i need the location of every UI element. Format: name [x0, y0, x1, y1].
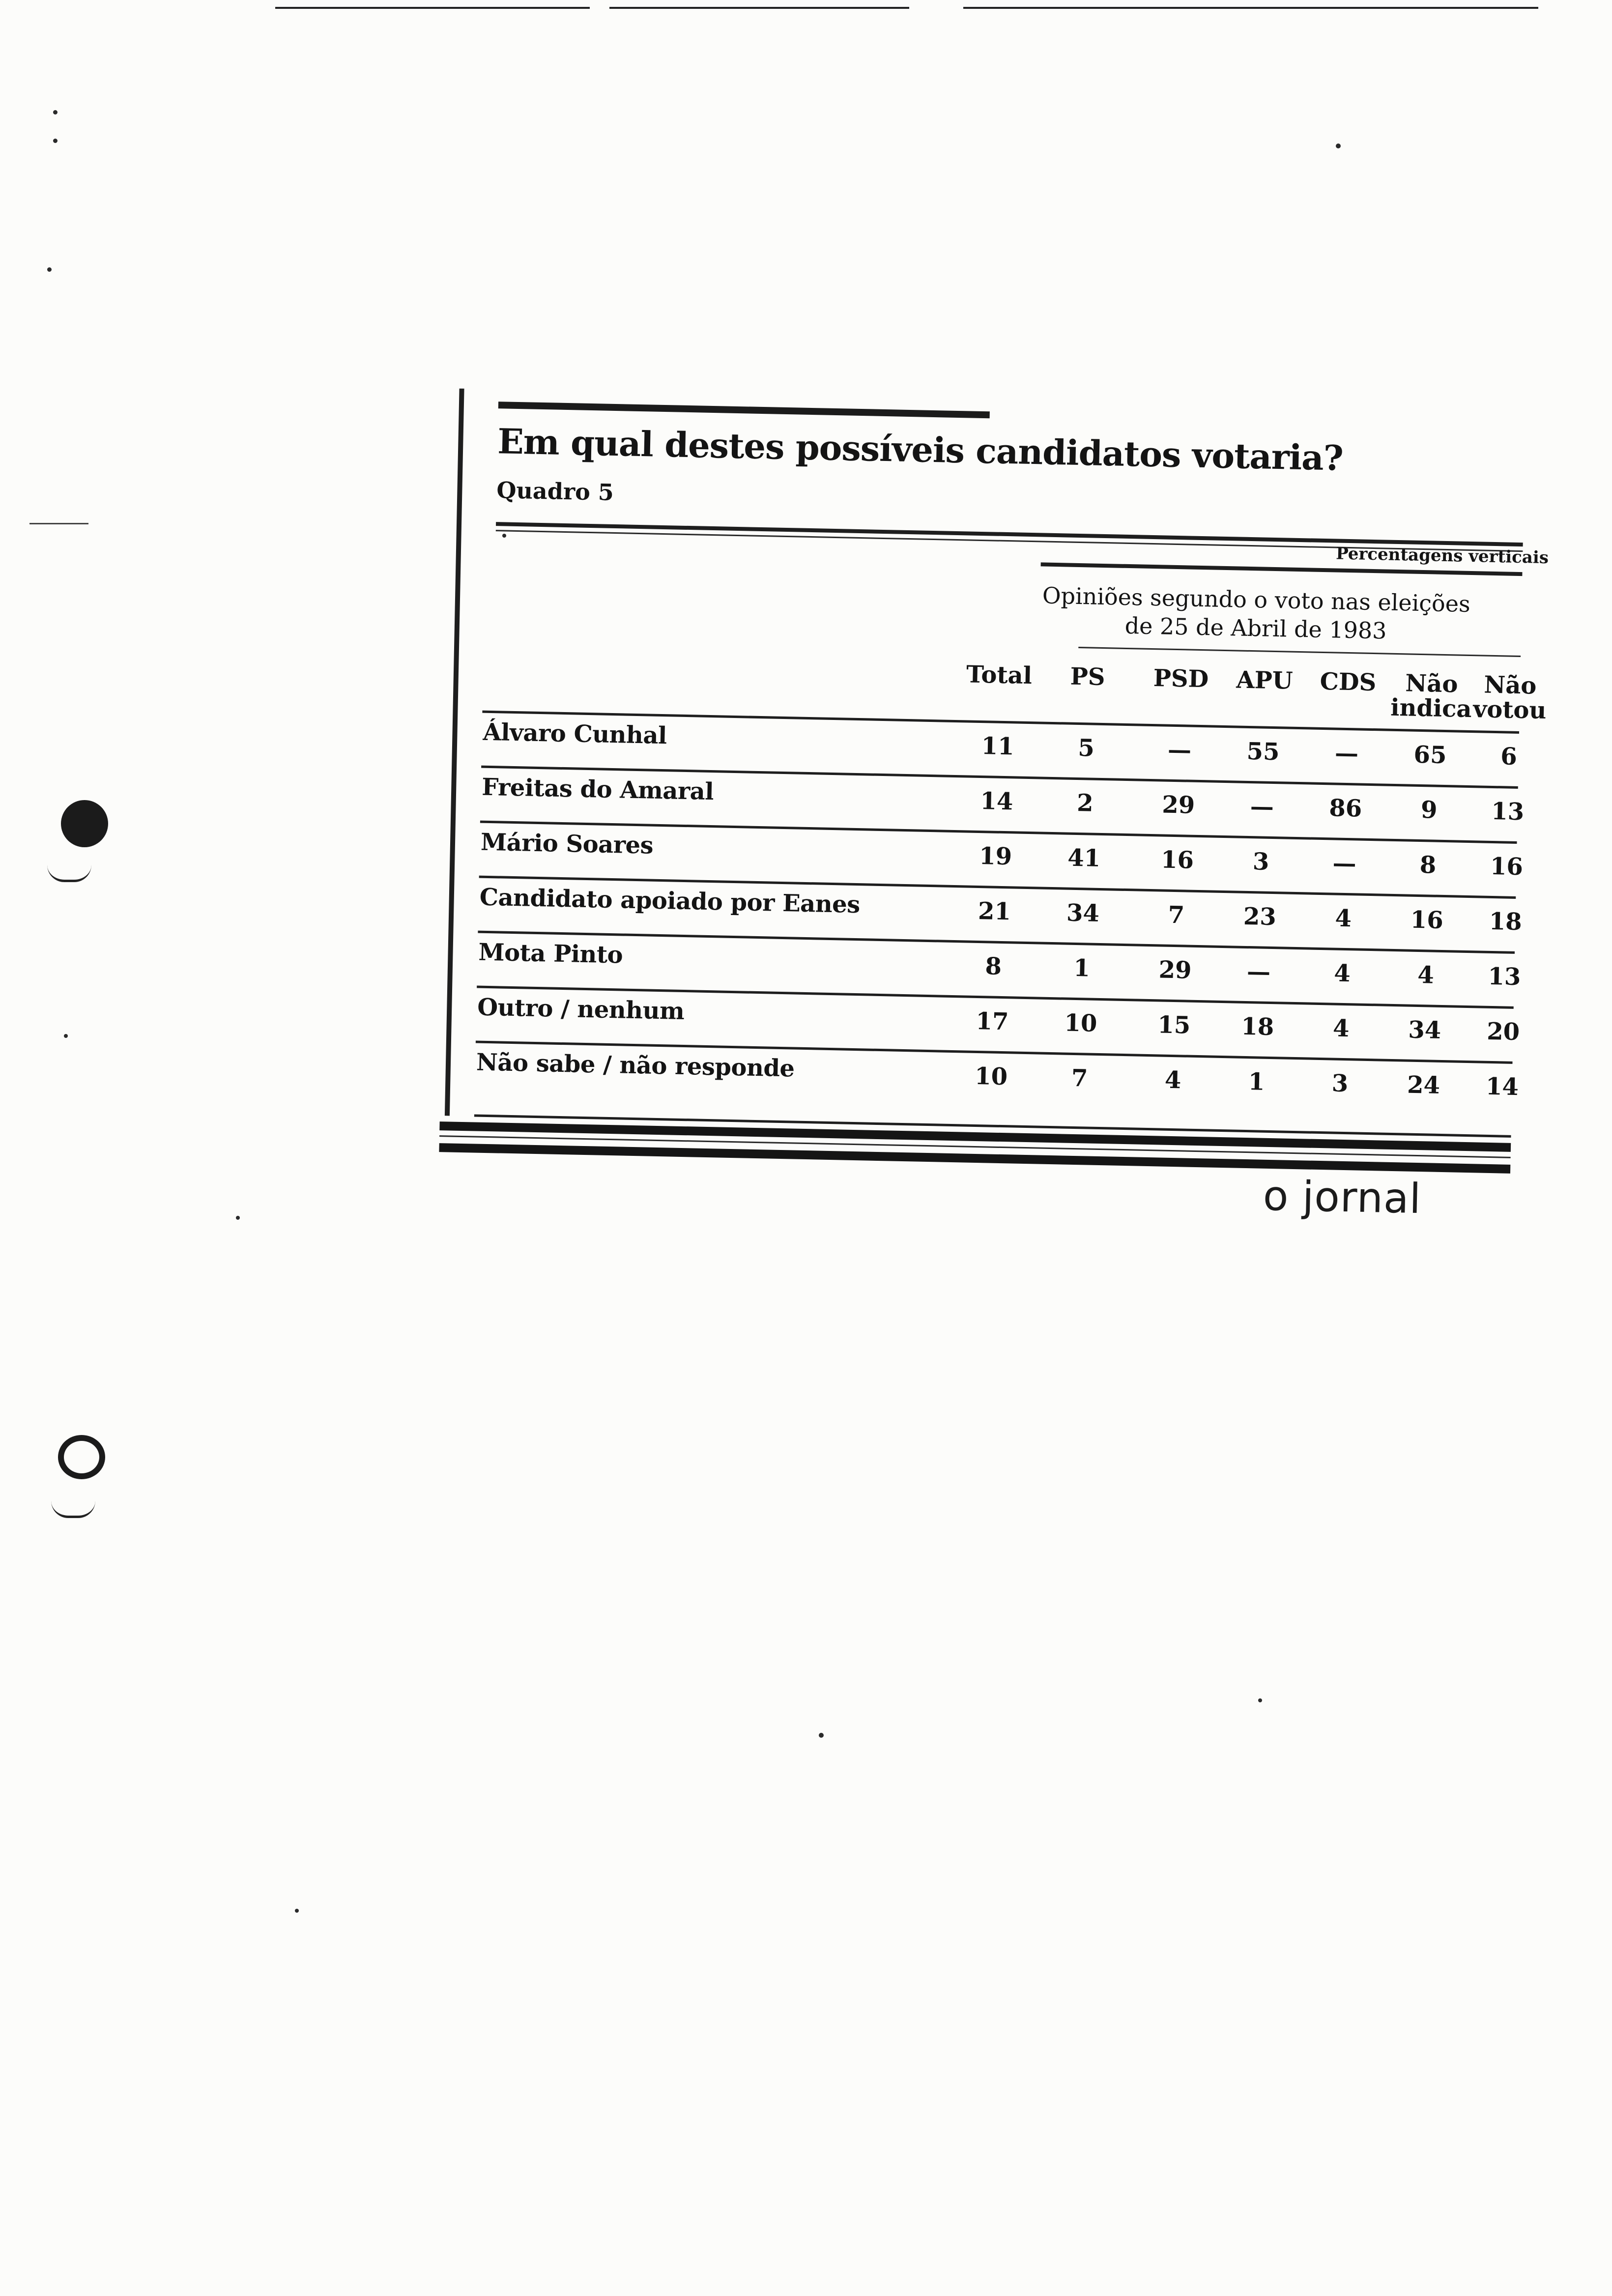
table-cell: 41: [1067, 844, 1101, 872]
scan-speck: [236, 1216, 240, 1220]
table-cell: —: [1167, 736, 1192, 764]
scan-speck: [1336, 144, 1341, 148]
table-cell: 14: [979, 787, 1013, 816]
row-label: Freitas do Amaral: [481, 773, 714, 806]
row-label: Não sabe / não responde: [476, 1048, 795, 1083]
table-cell: 29: [1161, 791, 1195, 819]
column-group-header-line2: de 25 de Abril de 1983: [1124, 612, 1387, 644]
clipping-top-bar: [498, 402, 990, 418]
table-cell: —: [1332, 849, 1357, 878]
column-header: PS: [1070, 662, 1106, 691]
table-cell: 34: [1066, 899, 1100, 927]
table-cell: 15: [1157, 1011, 1191, 1039]
table-cell: 16: [1490, 852, 1524, 881]
table-cell: 19: [979, 842, 1012, 871]
table-cell: 1: [1248, 1068, 1265, 1096]
column-group-header-line1: Opiniões segundo o voto nas eleições: [1042, 582, 1471, 617]
table-cell: 4: [1333, 959, 1351, 988]
scan-top-border: [963, 7, 1538, 9]
table-cell: 16: [1410, 906, 1444, 934]
table-number: Quadro 5: [496, 477, 614, 506]
table-cell: 18: [1489, 907, 1523, 936]
table-cell: 18: [1240, 1012, 1274, 1041]
scan-top-border: [275, 7, 590, 9]
punch-hole-mark: [51, 1501, 95, 1518]
table-cell: —: [1246, 958, 1271, 986]
column-header: Não votou: [1472, 671, 1547, 725]
table-cell: 4: [1335, 904, 1352, 933]
table-cell: 65: [1413, 741, 1447, 770]
column-header: Total: [966, 660, 1033, 690]
clipping-left-edge: [445, 389, 464, 1116]
table-cell: 14: [1485, 1072, 1519, 1101]
table-cell: 10: [1064, 1009, 1097, 1037]
table-cell: 9: [1420, 796, 1438, 824]
table-cell: 13: [1488, 962, 1521, 991]
table-cell: 86: [1328, 794, 1362, 823]
table-cell: 4: [1417, 961, 1435, 989]
table-cell: 6: [1500, 743, 1518, 771]
row-label: Outro / nenhum: [477, 993, 685, 1026]
table-cell: 10: [974, 1062, 1008, 1091]
table-cell: —: [1250, 793, 1274, 821]
source-logo: o jornal: [1263, 1171, 1422, 1223]
column-group-header: [1039, 581, 1473, 647]
table-cell: 5: [1077, 734, 1095, 762]
group-header-rule: [1078, 647, 1521, 657]
table-cell: 55: [1246, 737, 1280, 766]
column-header: Não indica: [1390, 669, 1472, 723]
units-note: Percentagens verticais: [1335, 544, 1549, 568]
punch-hole: [61, 800, 108, 847]
newspaper-clipping: [428, 378, 1549, 1265]
table-cell: —: [1334, 739, 1359, 768]
table-cell: 20: [1486, 1017, 1520, 1046]
table-cell: 7: [1071, 1064, 1088, 1092]
table-cell: 24: [1407, 1071, 1440, 1099]
table-cell: 11: [981, 732, 1015, 761]
scan-top-border: [609, 7, 909, 9]
row-label: Mário Soares: [480, 828, 654, 860]
scan-speck: [819, 1733, 824, 1738]
column-header: APU: [1236, 666, 1294, 695]
column-header: CDS: [1320, 667, 1377, 697]
table-cell: 3: [1252, 848, 1269, 876]
scan-speck: [64, 1034, 68, 1038]
table-cell: 2: [1076, 789, 1094, 817]
column-header: PSD: [1153, 664, 1209, 693]
table-cell: 1: [1073, 954, 1091, 982]
clipping-title: Em qual destes possíveis candidatos votaria?: [497, 421, 1344, 479]
row-label: Candidato apoiado por Eanes: [479, 883, 861, 919]
scan-speck: [295, 1909, 299, 1913]
scan-speck: [1258, 1698, 1262, 1702]
table-cell: 8: [1419, 851, 1437, 879]
scan-speck: [47, 267, 52, 272]
table-cell: 21: [978, 897, 1011, 926]
punch-hole-mark: [47, 865, 91, 882]
scan-speck: [53, 110, 58, 115]
table-cell: 13: [1491, 797, 1525, 826]
table-cell: 23: [1243, 902, 1277, 931]
punch-hole: [58, 1435, 105, 1479]
table-cell: 4: [1332, 1014, 1350, 1043]
table-cell: 4: [1164, 1066, 1181, 1094]
row-label: Mota Pinto: [478, 938, 623, 969]
table-cell: 7: [1168, 901, 1185, 929]
table-cell: 17: [975, 1007, 1009, 1036]
table-cell: 34: [1408, 1016, 1441, 1044]
table-cell: 16: [1160, 846, 1194, 874]
scan-margin-mark: [29, 523, 88, 524]
table-cell: 3: [1331, 1069, 1349, 1098]
row-rule: [478, 931, 1515, 954]
scan-speck: [53, 139, 58, 143]
table-cell: 8: [984, 952, 1002, 980]
table-cell: 29: [1158, 956, 1192, 984]
row-label: Álvaro Cunhal: [483, 718, 667, 750]
